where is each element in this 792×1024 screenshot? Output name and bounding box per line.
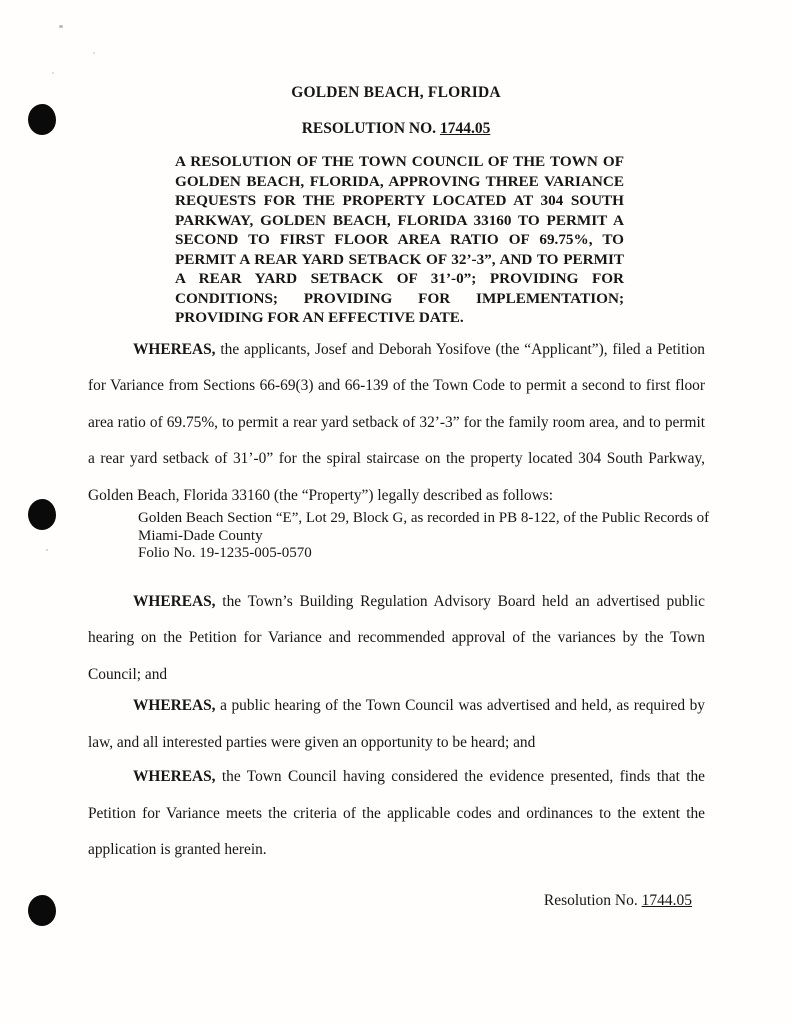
whereas-text: the applicants, Josef and Deborah Yosifove (the “Applicant”), filed a Petition for Variance from Sections 66-69(3) and 66-139 of the Town Code to permit a second to first floor area ratio of 69.75%, to permit a rear yard setback of 32’-3” for the family room area, and to permit a rear yard setback of 31’-0” for the spiral staircase on the property located 304 South Parkway, Golden Beach, Florida 33160 (the “Property”) legally described as follows: bbox=[88, 340, 705, 504]
whereas-clause bbox=[88, 688, 705, 761]
footer-resolution-reference bbox=[0, 892, 792, 910]
legal-description-folio: Folio No. 19-1235-005-0570 bbox=[138, 545, 312, 562]
hole-punch-mark bbox=[28, 104, 56, 135]
whereas-text: the Town Council having considered the evidence presented, finds that the Petition for Variance meets the criteria of the applicable codes and ordinances to the extent the application is granted herein. bbox=[88, 768, 705, 859]
footer-label: Resolution No. bbox=[543, 891, 642, 909]
hole-punch-mark bbox=[28, 895, 56, 926]
scan-speck bbox=[46, 549, 48, 551]
legal-description-line: Golden Beach Section “E”, Lot 29, Block G, as recorded in PB 8-122, of the Public Records of Miami-Dade County bbox=[138, 510, 710, 544]
whereas-text: the Town’s Building Regulation Advisory Board held an advertised public hearing on the Petition for Variance and recommended approval of the variances by the Town Council; and bbox=[88, 592, 705, 683]
resolution-heading bbox=[0, 120, 792, 138]
resolution-number: 1744.05 bbox=[439, 120, 491, 137]
document-title: GOLDEN BEACH, FLORIDA bbox=[291, 84, 501, 101]
whereas-lead: WHEREAS, bbox=[133, 768, 216, 786]
whereas-text: a public hearing of the Town Council was advertised and held, as required by law, and all interested parties were given an opportunity to be heard; and bbox=[88, 697, 705, 751]
whereas-clause bbox=[88, 584, 705, 694]
resolution-heading-label: RESOLUTION NO. bbox=[301, 120, 440, 137]
scan-speck bbox=[59, 25, 63, 28]
footer-resolution-number: 1744.05 bbox=[641, 891, 692, 909]
scan-speck bbox=[52, 72, 54, 74]
whereas-lead: WHEREAS, bbox=[133, 592, 216, 610]
whereas-lead: WHEREAS, bbox=[133, 697, 216, 715]
scan-speck bbox=[93, 52, 95, 54]
legal-description bbox=[138, 510, 710, 563]
hole-punch-mark bbox=[28, 499, 56, 530]
scan-speck bbox=[689, 815, 691, 817]
whereas-lead: WHEREAS, bbox=[133, 340, 216, 358]
resolution-summary: A RESOLUTION OF THE TOWN COUNCIL OF THE TOWN OF GOLDEN BEACH, FLORIDA, APPROVING THREE VARIANCE REQUESTS FOR THE PROPERTY LOCATED AT 304 SOUTH PARKWAY, GOLDEN BEACH, FLORIDA 33160 TO PERMIT A SECOND TO FIRST FLOOR AREA RATIO OF 69.75%, TO PERMIT A REAR YARD SETBACK OF 32’-3”, AND TO PERMIT A REAR YARD SETBACK OF 31’-0”; PROVIDING FOR CONDITIONS; PROVIDING FOR IMPLEMENTATION; PROVIDING FOR AN EFFECTIVE DATE. bbox=[175, 153, 624, 326]
whereas-clause bbox=[88, 332, 705, 515]
whereas-clause bbox=[88, 759, 705, 869]
